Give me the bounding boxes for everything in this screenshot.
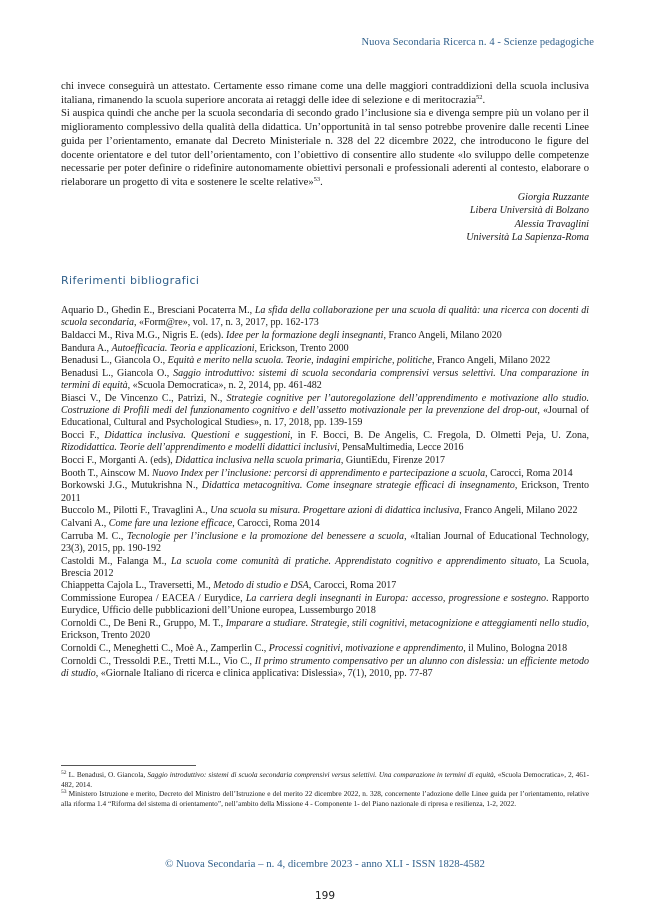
text-run: , Erickson, Trento 2000 xyxy=(254,342,349,354)
italic-title: Nuovo Index per l’inclusione: percorsi di apprendimento e partecipazione a scuola xyxy=(152,467,486,479)
reference-item xyxy=(61,593,589,617)
text-run: Biasci V., De Vincenzo C., Patrizi, N., xyxy=(61,392,227,404)
italic-title: Una scuola su misura. Progettare azioni di didattica inclusiva xyxy=(210,505,460,517)
text-run: Calvani A., xyxy=(61,517,109,529)
text-run: Bocci F., xyxy=(61,430,105,442)
text-run: Aquario D., Ghedin E., Bresciani Pocaterra M., xyxy=(61,305,255,316)
italic-title: Didattica metacognitiva. Come insegnare strategie efficaci di insegnamento xyxy=(201,480,515,492)
italic-title: Il primo strumento compensativo per un alunno con dislessia: un efficiente metodo di studio xyxy=(61,655,589,679)
text-run: , Carocci, Roma 2014 xyxy=(485,467,573,479)
footnote-ref: 52 xyxy=(476,93,483,101)
body-paragraphs xyxy=(61,80,589,190)
italic-title: La scuola come comunità di pratiche. Apprendistato cognitivo e apprendimento situato xyxy=(170,555,538,567)
italic-title: Equità e merito nella scuola. Teorie, indagini empiriche, politiche xyxy=(167,355,432,367)
footnote-rule xyxy=(61,765,196,766)
reference-item xyxy=(61,480,589,504)
text-run: , Erickson, Trento 2011 xyxy=(61,480,589,504)
reference-item xyxy=(61,393,589,430)
italic-title: Idee per la formazione degli insegnanti xyxy=(225,329,384,341)
reference-item xyxy=(61,656,589,680)
references-heading: Riferimenti bibliografici xyxy=(61,274,200,287)
reference-item xyxy=(61,505,589,517)
text-run: Carruba M. C., xyxy=(61,530,127,542)
reference-item xyxy=(61,430,589,454)
reference-item xyxy=(61,355,589,367)
reference-item xyxy=(61,556,589,580)
text-run: , Carocci, Roma 2017 xyxy=(308,580,397,592)
text-run: , Erickson, Trento 2020 xyxy=(61,618,589,642)
author-signature xyxy=(61,191,589,245)
text-run: Cornoldi C., Meneghetti C., Moè A., Zamperlin C., xyxy=(61,642,269,654)
text-run: Bandura A., xyxy=(61,342,112,354)
text-run: , PensaMultimedia, Lecce 2016 xyxy=(337,442,464,454)
italic-title: Saggio introduttivo: sistemi di scuola secondaria comprensivi versus selettivi. Una comparazione in termini di equità xyxy=(61,368,589,392)
italic-title: Didattica inclusiva. Questioni e suggestioni xyxy=(104,430,291,442)
italic-title: Imparare a studiare. Strategie, stili cognitivi, metacognizione e atteggiamenti nello studio xyxy=(225,618,587,630)
reference-item xyxy=(61,343,589,355)
article-body xyxy=(61,80,589,681)
footnote-ref: 52 xyxy=(61,770,67,776)
text-run: Ministero Istruzione e merito, Decreto del Ministro dell’Istruzione e del merito 22 dicembre 2022, n. 328, concernente l’adozione delle Linee guida per l’orientamento, relative alla riforma 1.4 “Riforma del sistema di orientamento”, nell’ambito della Missione 4 - Componente 1- del Piano nazionale di ripresa e resilienza, 1-2, 2022. xyxy=(61,789,589,809)
body-paragraph xyxy=(61,107,589,189)
text-run: , «Giornale Italiano di ricerca e clinica applicativa: Dislessia», 7(1), 2010, pp. 77-87 xyxy=(95,667,433,679)
text-run: . Rapporto Eurydice, Ufficio delle pubblicazioni dell’Unione europea, Lussemburgo 2018 xyxy=(61,593,590,617)
italic-title: Strategie cognitive per l’autoregolazione dell’apprendimento e motivazione allo studio. Costruzione di Profili medi del funzionamento cognitivo e dell’assetto motivazionale per la prevenzione del drop-out xyxy=(61,392,590,417)
italic-title: Come fare una lezione efficace xyxy=(108,517,233,529)
reference-item xyxy=(61,618,589,642)
body-paragraph xyxy=(61,80,589,107)
reference-item xyxy=(61,468,589,480)
text-run: , «Italian Journal of Educational Technology, 23(3), 2015, pp. 190-192 xyxy=(61,530,589,554)
reference-item xyxy=(61,305,589,329)
text-run: , GiuntiEdu, Firenze 2017 xyxy=(340,454,445,466)
text-run: Castoldi M., Falanga M., xyxy=(61,555,171,567)
footnote-list xyxy=(61,770,589,809)
text-run: Borkowski J.G., Mutukrishna N., xyxy=(61,480,202,492)
text-run: , il Mulino, Bologna 2018 xyxy=(463,642,568,654)
italic-title: Processi cognitivi, motivazione e apprendimento xyxy=(268,642,464,654)
italic-title: Didattica inclusiva nella scuola primaria xyxy=(175,454,341,466)
text-run: , «Form@re», vol. 17, n. 3, 2017, pp. 162-173 xyxy=(134,317,319,329)
text-run: Chiappetta Cajola L., Traversetti, M., xyxy=(61,580,214,592)
text-run: , Franco Angeli, Milano 2020 xyxy=(383,329,502,341)
italic-title: La sfida della collaborazione per una scuola di qualità: una ricerca con docenti di scuola secondaria xyxy=(61,305,589,329)
text-run: . xyxy=(320,176,323,188)
text-run: , Carocci, Roma 2014 xyxy=(232,517,320,529)
text-run: Commissione Europea / EACEA / Eurydice, xyxy=(61,593,246,605)
footnote-ref: 53 xyxy=(313,175,321,183)
text-run: , in F. Bocci, B. De Angelis, C. Fregola, D. Olmetti Peja, U. Zona, xyxy=(290,430,589,442)
reference-item xyxy=(61,455,589,467)
text-run: Cornoldi C., De Beni R., Gruppo, M. T., xyxy=(61,618,226,630)
author-name: Alessia Travaglini xyxy=(514,218,589,230)
reference-item xyxy=(61,368,589,392)
reference-item xyxy=(61,531,589,555)
author-name: Giorgia Ruzzante xyxy=(517,191,589,203)
italic-title: Autoefficacia. Teoria e applicazioni xyxy=(111,342,255,354)
italic-title: Rizodidattica. Teorie dell’apprendimento e modelli didattici inclusivi xyxy=(61,442,338,454)
references-list xyxy=(61,305,589,680)
text-run: L. Benadusi, O. Giancola, xyxy=(66,770,148,779)
text-run: , «Journal of Educational, Cultural and Psychological Studies», n. 17, 2018, pp. 139-159 xyxy=(61,405,589,429)
text-run: Bocci F., Morganti A. (eds), xyxy=(61,454,176,466)
text-run: Benadusi L., Giancola O., xyxy=(61,355,168,367)
running-header: Nuova Secondaria Ricerca n. 4 - Scienze pedagogiche xyxy=(361,37,594,48)
footnote-item xyxy=(61,770,589,789)
footnote-ref: 53 xyxy=(61,789,67,796)
reference-item xyxy=(61,330,589,342)
italic-title: Metodo di studio e DSA xyxy=(213,580,309,592)
italic-title: La carriera degli insegnanti in Europa: accesso, progressione e sostegno xyxy=(245,593,547,605)
text-run: Baldacci M., Riva M.G., Nigris E. (eds). xyxy=(61,329,226,341)
italic-title: Tecnologie per l’inclusione e la promozione del benessere a scuola xyxy=(126,530,405,542)
text-run: , Franco Angeli, Milano 2022 xyxy=(431,355,551,367)
reference-item xyxy=(61,580,589,592)
text-run: . xyxy=(482,94,486,106)
reference-item xyxy=(61,518,589,530)
text-run: Booth T., Ainscow M. xyxy=(61,467,153,479)
text-run: , «Scuola Democratica», n. 2, 2014, pp. 461-482 xyxy=(127,380,322,392)
page-footer: © Nuova Secondaria – n. 4, dicembre 2023 - anno XLI - ISSN 1828-4582 xyxy=(165,858,485,870)
text-run: Buccolo M., Pilotti F., Travaglini A., xyxy=(61,505,211,517)
text-run: , «Scuola Democratica», 2, 461-482, 2014. xyxy=(61,770,589,789)
text-run: , Franco Angeli, Milano 2022 xyxy=(459,505,578,517)
page-number: 199 xyxy=(314,890,336,902)
footnotes xyxy=(61,765,589,809)
italic-title: Saggio introduttivo: sistemi di scuola secondaria comprensivi versus selettivi. Una comparazione in termini di equità xyxy=(147,770,494,779)
footnote-item xyxy=(61,789,589,808)
text-run: Si auspica quindi che anche per la scuola secondaria di secondo grado l’inclusione sia e divenga sempre più un volano per il miglioramento complessivo della qualità della didattica. Un’opportunità in tal senso potrebbe provenire dalle recenti Linee guida per l’orientamento, emanate dal Decreto Ministeriale n. 328 del 22 dicembre 2022, che introducono le figure del docente orientatore e del tutor dell’orientamento, con l’obiettivo di consentire allo studente «lo sviluppo delle competenze necessarie per poter definire o ridefinire autonomamente obiettivi personali e professionali aderenti al contesto, elaborare o rielaborare un progetto di vita e sostenere le scelte relative» xyxy=(61,108,589,188)
reference-item xyxy=(61,643,589,655)
text-run: chi invece conseguirà un attestato. Certamente esso rimane come una delle maggiori contraddizioni della scuola inclusiva italiana, rimanendo la scuola superiore ancorata ai retaggi delle idee di selezione e di meritocrazia xyxy=(61,81,589,106)
text-run: Cornoldi C., Tressoldi P.E., Tretti M.L., Vio C., xyxy=(61,655,255,667)
author-affiliation: Università La Sapienza-Roma xyxy=(466,232,589,244)
text-run: , La Scuola, Brescia 2012 xyxy=(61,555,589,579)
text-run: Benadusi L., Giancola O., xyxy=(61,368,174,380)
author-affiliation: Libera Università di Bolzano xyxy=(469,205,589,217)
